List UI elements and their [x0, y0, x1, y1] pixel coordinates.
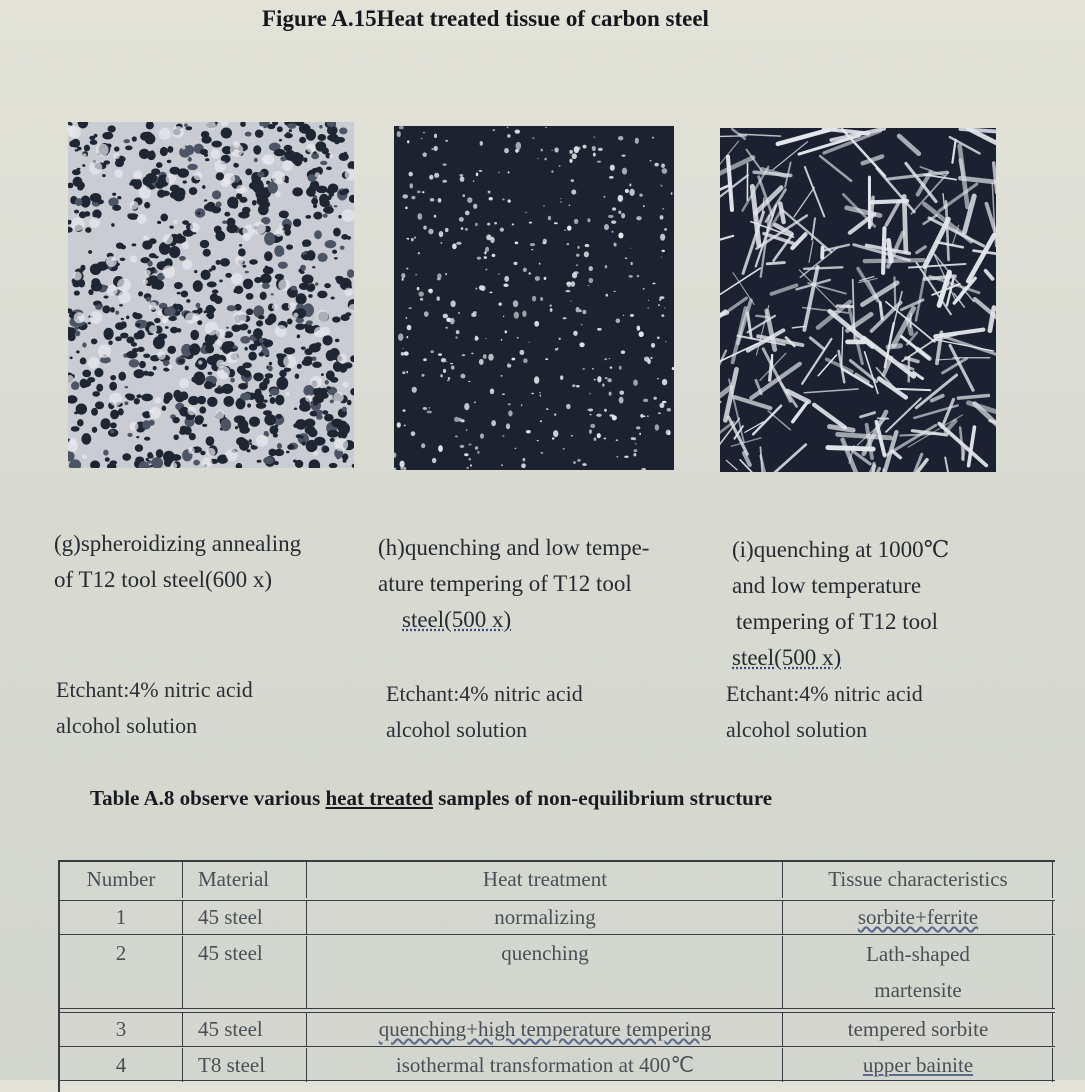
etchant-i: [726, 676, 923, 748]
etchant-g: [56, 672, 253, 744]
micrograph-low-temp-tempered: [394, 126, 674, 470]
etchant-g-line2: alcohol solution: [56, 708, 253, 744]
cell-tissue-line2: martensite: [784, 972, 1052, 1008]
etchant-i-line2: alcohol solution: [726, 712, 923, 748]
caption-h-line3: steel(500 x): [378, 602, 649, 638]
etchant-g-line1: Etchant:4% nitric acid: [56, 672, 253, 708]
cell-tissue-line1: Lath-shaped: [784, 936, 1052, 972]
table-row: [60, 1048, 1055, 1082]
cell-heat-treatment: quenching: [308, 936, 783, 1008]
cell-tissue: sorbite+ferrite: [784, 900, 1053, 934]
cell-tissue: [784, 936, 1053, 1008]
results-table: [58, 860, 1055, 1092]
caption-h-line2: ature tempering of T12 tool: [378, 566, 649, 602]
cell-number: 1: [60, 900, 183, 934]
table-row: [60, 936, 1055, 1008]
caption-i-line1: (i)quenching at 1000℃: [732, 532, 949, 568]
cell-tissue: tempered sorbite: [784, 1012, 1053, 1046]
cell-material: 45 steel: [184, 900, 307, 934]
table-row: [60, 900, 1055, 934]
caption-h: [378, 530, 649, 638]
table-title: [90, 786, 772, 811]
etchant-i-line1: Etchant:4% nitric acid: [726, 676, 923, 712]
caption-h-line1: (h)quenching and low tempe-: [378, 530, 649, 566]
cell-material: T8 steel: [184, 1048, 307, 1082]
micrograph-spheroidized: [68, 122, 354, 468]
cell-number: 2: [60, 936, 183, 1008]
etchant-h-line1: Etchant:4% nitric acid: [386, 676, 583, 712]
cell-heat-treatment: isothermal transformation at 400℃: [308, 1048, 783, 1082]
cell-tissue: upper bainite: [784, 1048, 1053, 1082]
table-row: [60, 1012, 1055, 1046]
cell-number: 4: [60, 1048, 183, 1082]
etchant-h: [386, 676, 583, 748]
cell-heat-treatment: normalizing: [308, 900, 783, 934]
table-title-underlined: heat treated: [326, 786, 434, 810]
micrograph-martensite: [720, 128, 996, 472]
cell-material: 45 steel: [184, 1012, 307, 1046]
caption-g-line2: of T12 tool steel(600 x): [54, 562, 301, 598]
table-header-row: [60, 862, 1055, 898]
caption-i-line3: tempering of T12 tool: [732, 604, 949, 640]
caption-g: [54, 526, 301, 598]
caption-i-line4: steel(500 x): [732, 640, 949, 676]
cell-material: 45 steel: [184, 936, 307, 1008]
cell-number: 3: [60, 1012, 183, 1046]
header-material: Material: [184, 862, 307, 898]
table-title-before: Table A.8 observe various: [90, 786, 326, 810]
table-title-after: samples of non-equilibrium structure: [433, 786, 772, 810]
caption-g-line1: (g)spheroidizing annealing: [54, 526, 301, 562]
cell-heat-treatment: quenching+high temperature tempering: [308, 1012, 783, 1046]
caption-i-line2: and low temperature: [732, 568, 949, 604]
figure-title: Figure A.15Heat treated tissue of carbon steel: [262, 6, 709, 32]
header-heat-treatment: Heat treatment: [308, 862, 783, 898]
caption-i: [732, 532, 949, 676]
etchant-h-line2: alcohol solution: [386, 712, 583, 748]
header-number: Number: [60, 862, 183, 898]
header-tissue: Tissue characteristics: [784, 862, 1053, 898]
